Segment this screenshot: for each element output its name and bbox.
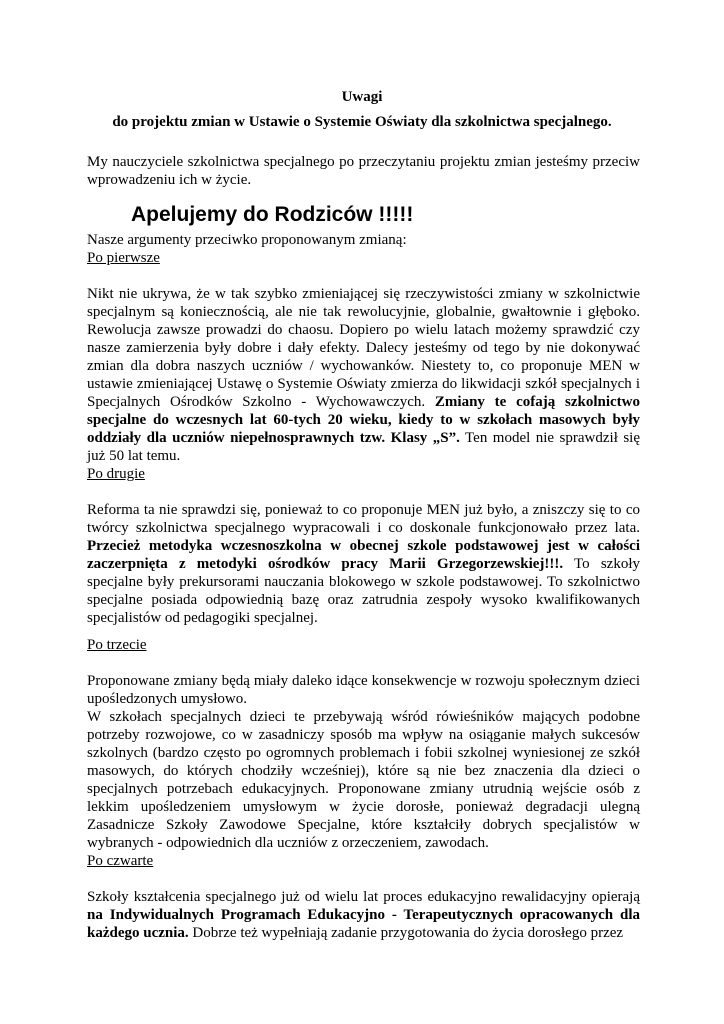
section-4-text-a: Szkoły kształcenia specjalnego już od wielu lat proces edukacyjno rewalidacyjny opierają: [87, 889, 640, 905]
intro-paragraph: My nauczyciele szkolnictwa specjalnego po przeczytaniu projektu zmian jesteśmy przeciw wprowadzeniu ich w życie.: [87, 154, 640, 188]
section-2-text-a: Reforma ta nie sprawdzi się, ponieważ to co proponuje MEN już było, a zniszczy się to co twórcy szkolnictwa specjalnego wypracowali i co doskonale funkcjonowało przez lata.: [87, 502, 640, 536]
section-3-paragraph-1: Proponowane zmiany będą miały daleko idące konsekwencje w rozwoju społecznym dzieci upośledzonych umysłowo.: [87, 673, 640, 707]
section-4-text-b: Dobrze też wypełniają zadanie przygotowania do życia dorosłego przez: [188, 925, 624, 941]
appeal-heading: Apelujemy do Rodziców !!!!!: [131, 203, 414, 226]
section-1-text-bold: Zmiany te cofają szkolnictwo specjalne do wczesnych lat 60-tych 20 wieku, kiedy to w szkołach masowych były oddziały dla uczniów niepełnosprawnych tzw. Klasy „S”.: [87, 394, 640, 446]
section-2-paragraph: [87, 501, 640, 627]
section-4-heading: Po czwarte: [87, 853, 154, 869]
section-1-heading: Po pierwsze: [87, 250, 160, 266]
section-3-paragraph-2: W szkołach specjalnych dzieci te przebywają wśród rówieśników mających podobne potrzeby rozwojowe, co w zasadniczy sposób ma wpływ na osiąganie małych sukcesów szkolnych (bardzo często po ogromnych problemach i fobii szkolnej wyniesionej ze szkół masowych, do których chodziły wcześniej), które są nie bez znaczenia dla dzieci o specjalnych potrzebach edukacyjnych. Proponowane zmiany utrudnią wejście osób z lekkim upośledzeniem umysłowym w życie dorosłe, ponieważ degradacji ulegną Zasadnicze Szkoły Zawodowe Specjalne, które kształciły dobrych specjalistów w wybranych - odpowiednich dla uczniów z orzeczeniem, zawodach.: [87, 709, 640, 851]
section-2-text-bold: Przecież metodyka wczesnoszkolna w obecnej szkole podstawowej jest w całości zaczerpnięta z metodyki ośrodków pracy Marii Grzegorzewskiej!!!.: [87, 538, 640, 572]
section-1-text-a: Nikt nie ukrywa, że w tak szybko zmieniającej się rzeczywistości zmiany w szkolnictwie specjalnym są koniecznością, ale nie tak rewolucyjnie, globalnie, gwałtownie i głęboko. Rewolucja zawsze prowadzi do chaosu. Dopiero po wielu latach możemy sprawdzić czy nasze zamierzenia były dobre i dały efekty. Dalecy jesteśmy od tego by nie dokonywać zmian dla dobra naszych uczniów / wychowanków. Niestety to, co proponuje MEN w ustawie zmieniającej Ustawę o Systemie Oświaty zmierza do likwidacji szkół specjalnych i Specjalnych Ośrodków Szkolno - Wychowawczych.: [87, 286, 640, 410]
arguments-intro: Nasze argumenty przeciwko proponowanym zmianą:: [87, 232, 407, 248]
section-3-heading: Po trzecie: [87, 637, 147, 653]
section-4-text-bold: na Indywidualnych Programach Edukacyjno - Terapeutycznych opracowanych dla każdego ucznia.: [87, 907, 640, 941]
section-1-text-b: Ten model nie sprawdził się już 50 lat temu.: [87, 430, 640, 464]
section-1-paragraph: [87, 285, 640, 465]
document-subtitle: do projektu zmian w Ustawie o Systemie Oświaty dla szkolnictwa specjalnego.: [112, 114, 612, 130]
section-2-text-b: To szkoły specjalne były prekursorami nauczania blokowego w szkole podstawowej. To szkolnictwo specjalne posiada odpowiednią bazę oraz zatrudnia zespoły wysoko kwalifikowanych specjalistów od pedagogiki specjalnej.: [87, 556, 640, 626]
document-title: Uwagi: [341, 89, 383, 105]
section-2-heading: Po drugie: [87, 466, 145, 482]
section-4-paragraph: [87, 888, 640, 942]
